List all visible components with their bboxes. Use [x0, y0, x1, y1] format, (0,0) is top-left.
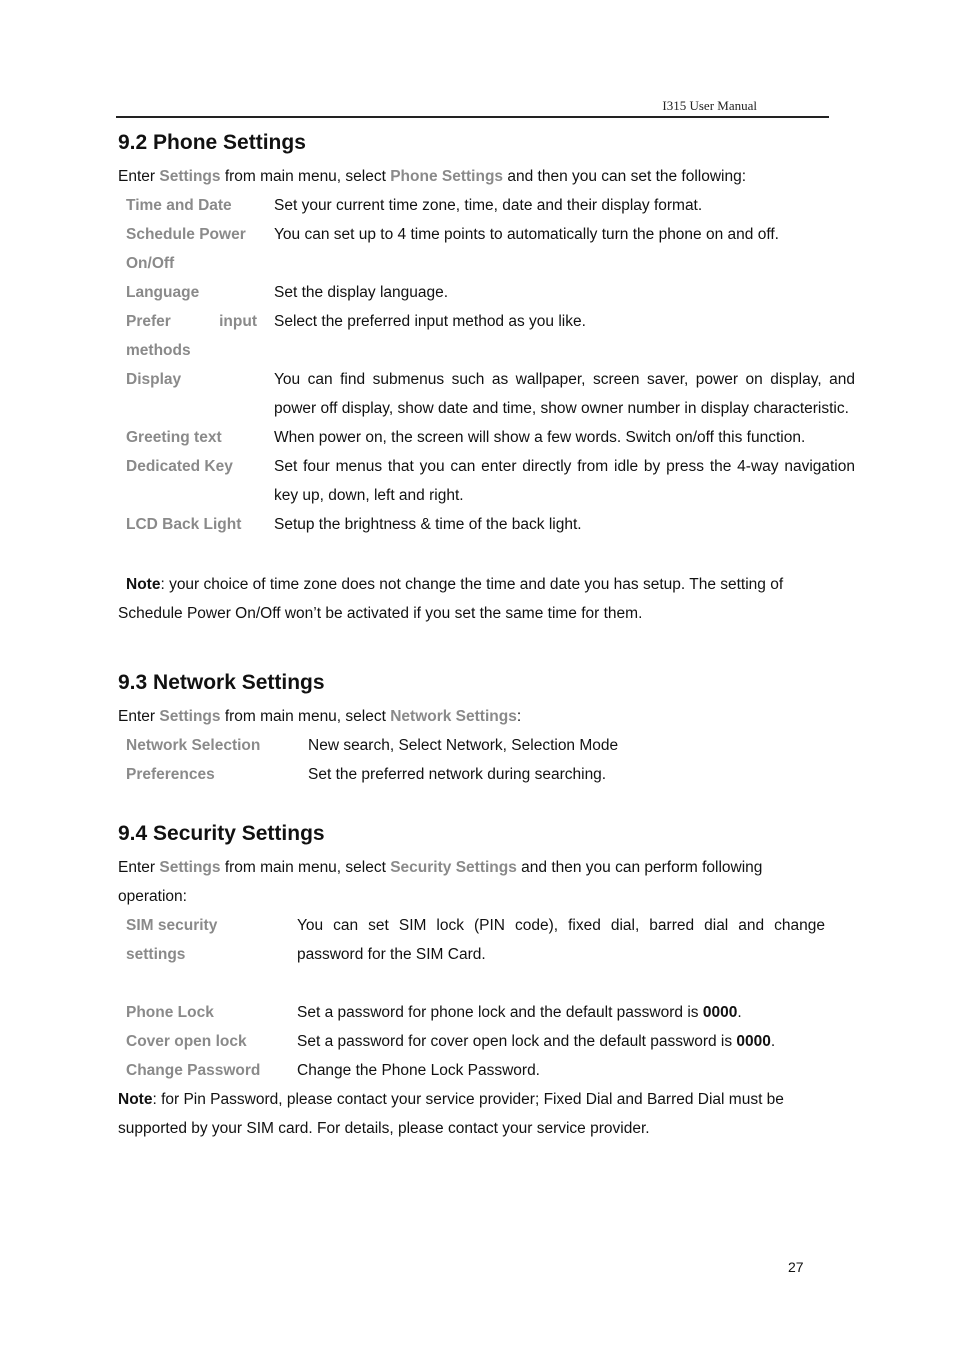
desc-dedicated-key: Set four menus that you can enter directly from idle by press the 4-way navigation key up, down, left and right.	[274, 458, 855, 504]
list-item	[126, 760, 828, 789]
list-item	[126, 191, 855, 220]
section-9-3-title: 9.3 Network Settings	[118, 671, 325, 694]
desc-time-and-date: Set your current time zone, time, date and their display format.	[274, 197, 703, 214]
term-display: Display	[126, 371, 182, 388]
list-item	[126, 998, 857, 1027]
desc-sim-security-settings: You can set SIM lock (PIN code), fixed dial, barred dial and change password for the SIM Card.	[297, 917, 825, 963]
list-item	[126, 1027, 857, 1056]
list-item	[126, 452, 855, 510]
section-9-2-title: 9.2 Phone Settings	[118, 131, 306, 154]
term-greeting-text: Greeting text	[126, 429, 222, 446]
section-9-4-note: Note: for Pin Password, please contact your service provider; Fixed Dial and Barred Dial must be supported by your SIM card. For details, please contact your service provider.	[118, 1091, 784, 1137]
desc-change-password: Change the Phone Lock Password.	[297, 1062, 540, 1079]
list-item	[126, 365, 855, 423]
term-cover-open-lock: Cover open lock	[126, 1033, 247, 1050]
list-item	[126, 510, 855, 539]
desc-lcd-back-light: Setup the brightness & time of the back light.	[274, 516, 582, 533]
header-rule	[116, 116, 829, 118]
term-change-password: Change Password	[126, 1062, 261, 1079]
desc-greeting-text: When power on, the screen will show a few words. Switch on/off this function.	[274, 429, 806, 446]
section-9-2-note: Note: your choice of time zone does not change the time and date you has setup. The setting of Schedule Power On/Off won’t be activated if you set the same time for them.	[118, 576, 784, 622]
term-phone-lock: Phone Lock	[126, 1004, 214, 1021]
term-language: Language	[126, 284, 200, 301]
list-item	[126, 307, 855, 365]
section-9-4-intro: Enter Settings from main menu, select Security Settings and then you can perform following operation:	[118, 859, 763, 905]
term-lcd-back-light: LCD Back Light	[126, 516, 242, 533]
desc-schedule-power: You can set up to 4 time points to automatically turn the phone on and off.	[274, 226, 779, 243]
term-network-selection: Network Selection	[126, 737, 261, 754]
page-number: 27	[788, 1259, 804, 1275]
term-dedicated-key: Dedicated Key	[126, 458, 233, 475]
list-item	[126, 423, 855, 452]
term-sim-security-settings: SIM security settings	[126, 917, 218, 963]
network-settings-list	[126, 731, 828, 789]
security-settings-list	[126, 911, 857, 1085]
list-item	[126, 278, 855, 307]
desc-phone-lock: Set a password for phone lock and the default password is 0000.	[297, 1004, 742, 1021]
term-time-and-date: Time and Date	[126, 197, 232, 214]
desc-language: Set the display language.	[274, 284, 449, 301]
section-9-2-intro: Enter Settings from main menu, select Phone Settings and then you can set the following:	[118, 168, 747, 185]
list-spacer	[126, 969, 857, 998]
desc-prefer-input-methods: Select the preferred input method as you like.	[274, 313, 586, 330]
desc-preferences: Set the preferred network during searching.	[308, 766, 607, 783]
desc-cover-open-lock: Set a password for cover open lock and the default password is 0000.	[297, 1033, 776, 1050]
term-prefer-input-methods: Prefer input methods	[126, 313, 257, 359]
section-9-4-title: 9.4 Security Settings	[118, 822, 325, 845]
phone-settings-list	[126, 191, 855, 539]
list-item	[126, 1056, 857, 1085]
list-item	[126, 220, 855, 278]
term-preferences: Preferences	[126, 766, 215, 783]
term-schedule-power: Schedule Power On/Off	[126, 226, 246, 272]
list-item	[126, 911, 857, 969]
list-item	[126, 731, 828, 760]
desc-network-selection: New search, Select Network, Selection Mode	[308, 737, 619, 754]
running-header-title: I315 User Manual	[662, 98, 757, 113]
desc-display: You can find submenus such as wallpaper, screen saver, power on display, and power off display, show date and time, show owner number in display characteristic.	[274, 371, 855, 417]
section-9-3-intro: Enter Settings from main menu, select Network Settings:	[118, 708, 522, 725]
